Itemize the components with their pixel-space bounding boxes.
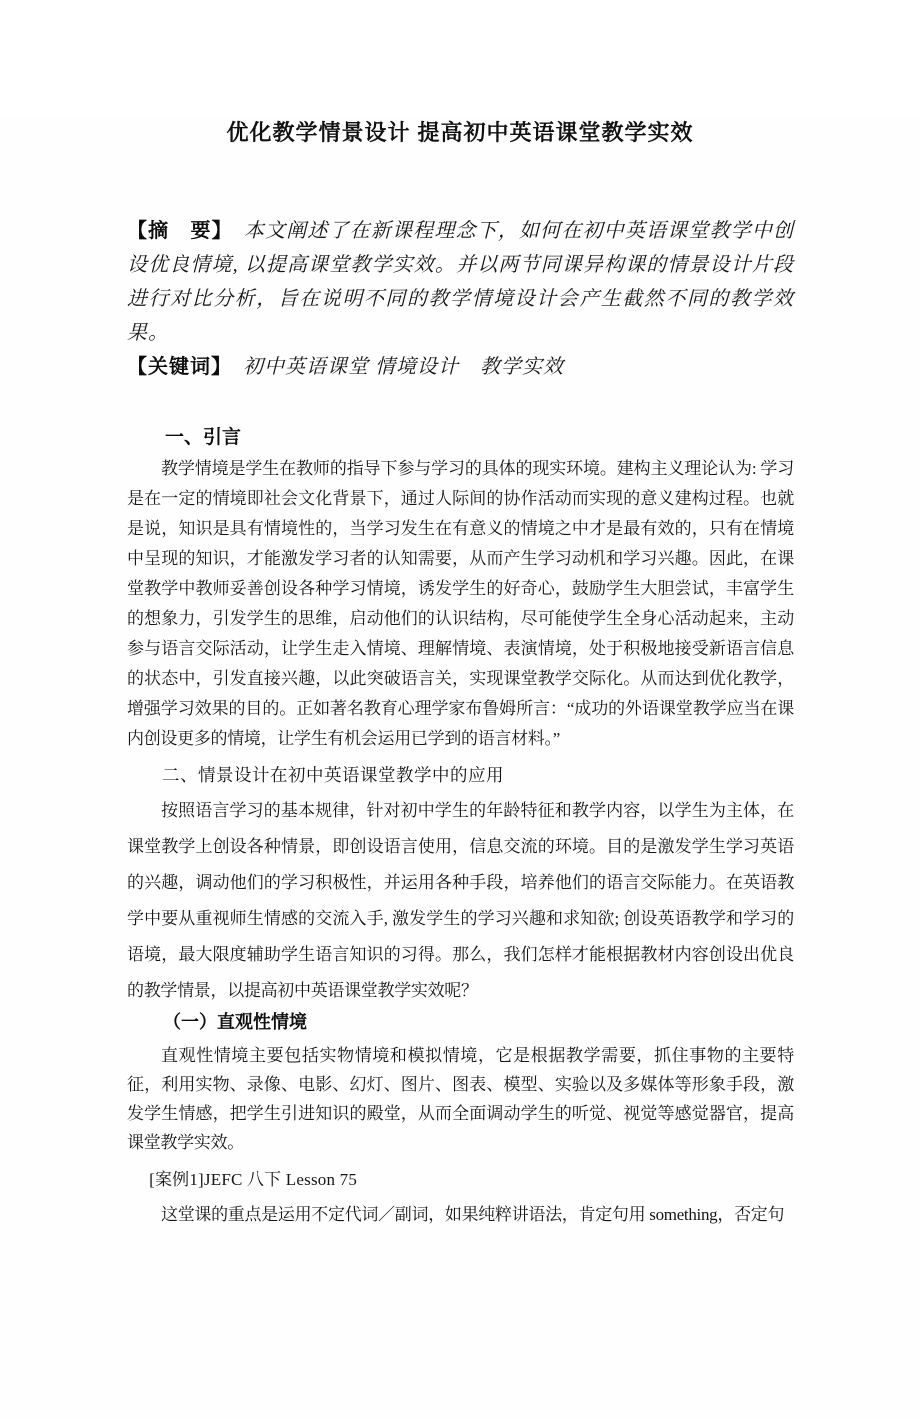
case1-paragraph: 这堂课的重点是运用不定代词／副词，如果纯粹讲语法，肯定句用 something，否定句 bbox=[161, 1205, 785, 1224]
keywords-text: 初中英语课堂 情境设计 教学实效 bbox=[243, 356, 564, 378]
document-page bbox=[0, 118, 920, 1420]
abstract-label: 【摘 要】 bbox=[127, 220, 233, 242]
section-heading-introduction: 一、引言 bbox=[165, 427, 242, 448]
visual-situation-paragraph: 直观性情境主要包括实物情境和模拟情境，它是根据教学需要，抓住事物的主要特征，利用实物、录像、电影、幻灯、图片、图表、模型、实验以及多媒体等形象手段，激发学生情感，把学生引进知识的殿堂，从而全面调动学生的听觉、视觉等感觉器官，提高课堂教学实效。 bbox=[127, 1046, 794, 1152]
subsection-heading-visual-situation: （一）直观性情境 bbox=[163, 1012, 307, 1032]
page-title: 优化教学情景设计 提高初中英语课堂教学实效 bbox=[226, 120, 694, 145]
application-paragraph: 按照语言学习的基本规律，针对初中学生的年龄特征和教学内容，以学生为主体，在课堂教学上创设各种情景，即创设语言使用，信息交流的环境。目的是激发学生学习英语的兴趣，调动他们的学习积极性，并运用各种手段，培养他们的语言交际能力。在英语教学中要从重视师生情感的交流入手, 激发学生的学习兴趣和求知欲; 创设英语教学和学习的语境，最大限度辅助学生语言知识的习得。那么，我们怎样才能根据教材内容创设出优良的教学情景，以提高初中英语课堂教学实效呢？ bbox=[127, 801, 794, 1000]
case1-title: [案例1]JEFC 八下 Lesson 75 bbox=[149, 1170, 358, 1189]
keywords-label: 【关键词】 bbox=[127, 356, 232, 378]
abstract-text: 本文阐述了在新课程理念下，如何在初中英语课堂教学中创设优良情境, 以提高课堂教学实效。并以两节同课异构课的情景设计片段进行对比分析，旨在说明不同的教学情境设计会产生截然不同的教学效果。 bbox=[127, 220, 795, 344]
document-body bbox=[127, 214, 794, 1230]
abstract-paragraph bbox=[127, 214, 794, 350]
introduction-paragraph: 教学情境是学生在教师的指导下参与学习的具体的现实环境。建构主义理论认为: 学习是在一定的情境即社会文化背景下，通过人际间的协作活动而实现的意义建构过程。也就是说，知识是具有情境性的，当学习发生在有意义的情境之中才是最有效的，只有在情境中呈现的知识，才能激发学习者的认知需要，从而产生学习动机和学习兴趣。因此，在课堂教学中教师妥善创设各种学习情境，诱发学生的好奇心，鼓励学生大胆尝试，丰富学生的想象力，引发学生的思维，启动他们的认识结构，尽可能使学生全身心活动起来，主动参与语言交际活动，让学生走入情境、理解情境、表演情境，处于积极地接受新语言信息的状态中，引发直接兴趣，以此突破语言关，实现课堂教学交际化。从而达到优化教学，增强学习效果的目的。正如著名教育心理学家布鲁姆所言：“成功的外语课堂教学应当在课内创设更多的情境，让学生有机会运用已学到的语言材料。” bbox=[127, 459, 794, 748]
keywords-paragraph bbox=[127, 350, 794, 384]
section-heading-application: 二、情景设计在初中英语课堂教学中的应用 bbox=[162, 765, 504, 785]
